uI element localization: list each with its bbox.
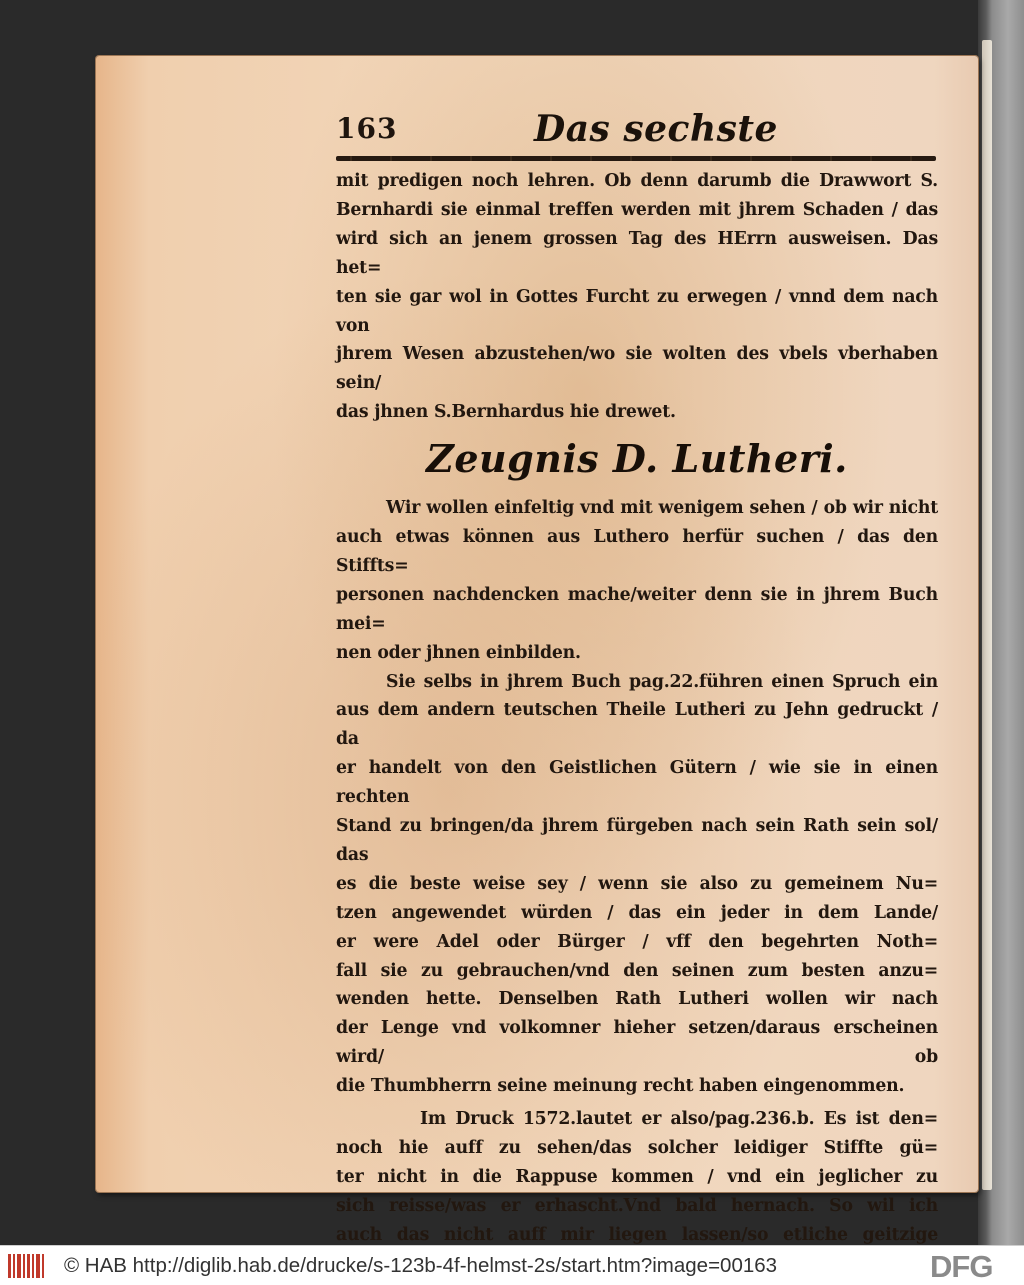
text-line: er were Adel oder Bürger / vff den begehrten Noth= (336, 931, 938, 952)
text-line: jhrem Wesen abzustehen/wo sie wolten des vbels vberhaben sein/ (336, 344, 938, 394)
text-line: auch das nicht auff mir liegen lassen/so etliche geitzige (336, 1224, 938, 1245)
text-line: Im Druck 1572.lautet er also/pag.236.b. Es ist den= (420, 1109, 938, 1130)
page-content (336, 110, 956, 1279)
text-line: der Lenge vnd volkomner hieher setzen/daraus erscheinen wird/ ob (336, 1018, 938, 1068)
dfg-logo: DFG (930, 1249, 993, 1284)
text-line: wenden hette. Denselben Rath Lutheri wollen wir nach (336, 989, 938, 1010)
footer-bar (0, 1245, 1024, 1285)
text-line: es die beste weise sey / wenn sie also zu gemeinem Nu= (336, 873, 938, 894)
text-line: aus dem andern teutschen Theile Lutheri zu Jehn gedruckt / da (336, 700, 938, 750)
text-line: er handelt von den Geistlichen Gütern / wie sie in einen rechten (336, 758, 938, 808)
text-line: ter nicht in die Rappuse kommen / vnd ein jeglicher zu (336, 1166, 938, 1187)
page-number: 163 (336, 112, 398, 145)
text-line: Bernhardi sie einmal treffen werden mit jhrem Schaden / das (336, 199, 938, 220)
header-rule (336, 156, 936, 161)
text-line: mit predigen noch lehren. Ob denn darumb die Drawwort S. (336, 171, 938, 191)
text-line: fall sie zu gebrauchen/vnd den seinen zum besten anzu= (336, 960, 938, 981)
text-line: personen nachdencken mache/weiter denn sie in jhrem Buch mei= (336, 584, 938, 634)
text-line: ten sie gar wol in Gottes Furcht zu erwegen / vnnd dem nach von (336, 286, 938, 336)
source-link[interactable]: © HAB http://diglib.hab.de/drucke/s-123b-4f-helmst-2s/start.htm?image=00163 (64, 1254, 778, 1277)
text-line: sich reisse/was er erhascht.Vnd bald hernach. So wil ich (336, 1195, 938, 1216)
text-line: wird sich an jenem grossen Tag des HErrn ausweisen. Das het= (336, 228, 938, 278)
text-line: das jhnen S.Bernhardus hie drewet. (336, 402, 676, 423)
text-line: auch etwas können aus Luthero herfür suchen / das den Stiffts= (336, 526, 938, 576)
text-line: nen oder jhnen einbilden. (336, 642, 581, 663)
text-line: Wir wollen einfeltig vnd mit wenigem sehen / ob wir nicht (386, 498, 938, 519)
barcode-icon (6, 1252, 46, 1280)
text-line: Sie selbs in jhrem Buch pag.22.führen einen Spruch ein (386, 671, 938, 692)
text-line: Stand zu bringen/da jhrem fürgeben nach sein Rath sein sol/ das (336, 816, 938, 865)
text-line: noch hie auff zu sehen/das solcher leidiger Stiffte gü= (336, 1138, 938, 1158)
section-heading: Zeugnis D. Lutheri. (426, 436, 848, 482)
adjacent-page-sliver (982, 40, 992, 1190)
body-text (336, 167, 956, 1279)
text-line: tzen angewendet würden / das ein jeder in dem Lande/ (336, 902, 938, 923)
text-line: die Thumbherrn seine meinung recht haben eingenommen. (336, 1076, 905, 1097)
running-head: Das sechste (534, 108, 778, 150)
page-header (336, 110, 956, 154)
book-page (96, 56, 978, 1245)
